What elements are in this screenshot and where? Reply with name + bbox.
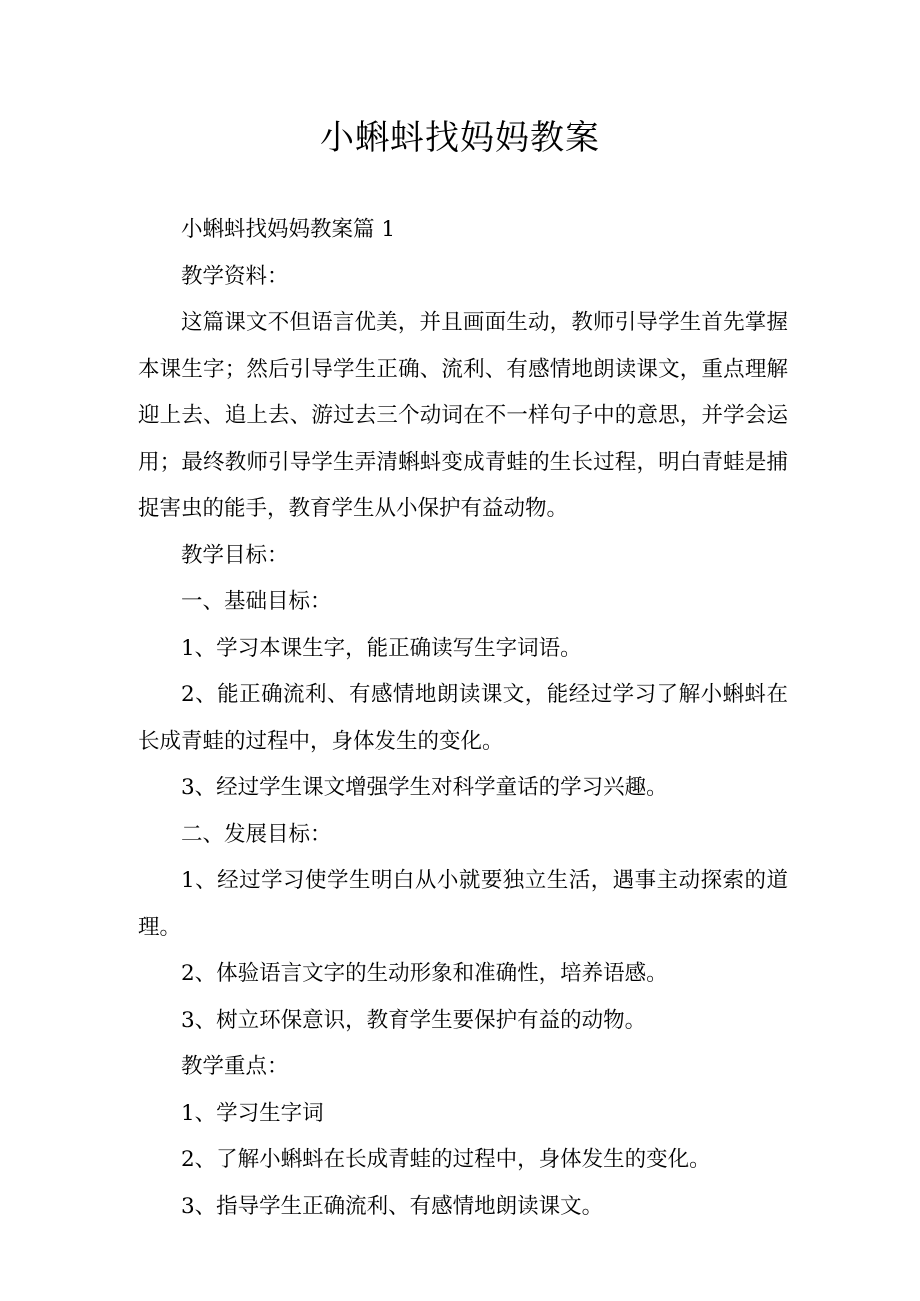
- paragraph-label: 教学资料：: [181, 263, 289, 289]
- document-body: [138, 207, 788, 1230]
- list-item: 1、经过学习使学生明白从小就要独立生活，遇事主动探索的道理。: [138, 868, 788, 940]
- list-item: 3、树立环保意识，教育学生要保护有益的动物。: [181, 1007, 647, 1033]
- list-item: 3、指导学生正确流利、有感情地朗读课文。: [181, 1193, 604, 1219]
- list-heading: 二、发展目标：: [181, 821, 332, 847]
- paragraph-body: 这篇课文不但语言优美，并且画面生动，教师引导学生首先掌握本课生字；然后引导学生正确、流利、有感情地朗读课文，重点理解迎上去、追上去、游过去三个动词在不一样句子中的意思，并学会运用；最终教师引导学生弄清蝌蚪变成青蛙的生长过程，明白青蛙是捕捉害虫的能手，教育学生从小保护有益动物。: [138, 310, 788, 521]
- list-item: 1、学习本课生字，能正确读写生字词语。: [181, 635, 582, 661]
- section-heading: 小蝌蚪找妈妈教案篇 1: [181, 217, 396, 242]
- paragraph-label: 教学目标：: [181, 542, 289, 568]
- list-item: 2、体验语言文字的生动形象和准确性，培养语感。: [181, 961, 668, 986]
- list-item: 2、能正确流利、有感情地朗读课文，能经过学习了解小蝌蚪在长成青蛙的过程中，身体发生的变化。: [138, 682, 788, 754]
- paragraph-label: 教学重点：: [181, 1054, 289, 1079]
- document-title: 小蝌蚪找妈妈教案: [320, 118, 600, 158]
- list-item: 1、学习生字词: [181, 1100, 324, 1126]
- list-heading: 一、基础目标：: [181, 589, 332, 614]
- list-item: 3、经过学生课文增强学生对科学童话的学习兴趣。: [181, 775, 668, 800]
- list-item: 2、了解小蝌蚪在长成青蛙的过程中，身体发生的变化。: [181, 1147, 711, 1172]
